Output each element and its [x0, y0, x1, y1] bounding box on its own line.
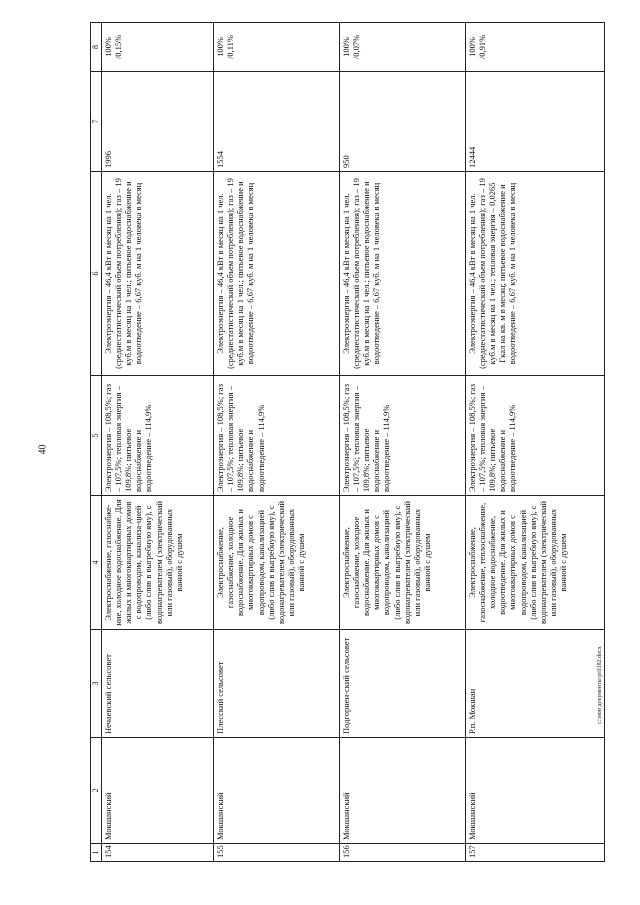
- services-cell: Электроснабжение, газоснабже-ние, холодное водоснабжение. Для жилых и многоквартирных домов с водопроводом, канализа-цией (либо слив в выгребную яму), с водонагревателем (электрический или газовый), оборудованных ванной с душем: [101, 496, 213, 630]
- column-number: 5: [91, 376, 102, 496]
- consumption-cell: Электроэнергия – 46,4 кВт в месяц на 1 чел. (среднестатистический объем потребления); газ – 19 куб.м в месяц на 1 чел.; тепловая энергия – 0,0265 Гкал на кв. м в месяц; питьевое водоснабжение и водоотведение – 6,67 куб. м на 1 человека в месяц: [465, 172, 604, 376]
- column-number: 8: [91, 23, 102, 72]
- district-cell: Мокшанский: [213, 738, 339, 844]
- page-number: 40: [37, 444, 49, 455]
- settlement-cell: Плесский сельсовет: [213, 630, 339, 738]
- indices-cell: Электроэнергия – 108,5%; газ – 107,5%; тепловая энергия – 109,8%; питьевое водоснабжение и водоотведение – 114,9%: [465, 376, 604, 496]
- tariff-table-container: [90, 23, 605, 862]
- services-cell: Электроснабжение, газоснабжение, теплоснабжение, холодное водоснабжение, водоотведение. Для жилых и многоквартирных домов с водопроводом, канализацией (либо слив в выгребную яму), с водонагревателем (электрический или газовый), оборудованных ванной с душем: [465, 496, 604, 630]
- table-row: [213, 23, 339, 862]
- population-cell: 1996: [101, 72, 213, 172]
- table-row: [465, 23, 604, 862]
- consumption-cell: Электроэнергия – 46,4 кВт в месяц на 1 чел. (среднестатистический объем потребления); газ – 19 куб.м в месяц на 1 чел.; питьевое водоснабжение и водоотведение – 6,67 куб. м на 1 человека в месяц: [213, 172, 339, 376]
- column-number: 6: [91, 172, 102, 376]
- row-number: 155: [213, 844, 339, 862]
- table-row: [101, 23, 213, 862]
- column-number: 4: [91, 496, 102, 630]
- row-number: 154: [101, 844, 213, 862]
- indices-cell: Электроэнергия – 108,5%; газ – 107,5%; тепловая энергия – 109,8%; питьевое водоснабжение и водоотведение – 114,9%: [101, 376, 213, 496]
- share-cell: 100% /0,07%: [339, 23, 465, 72]
- district-cell: Мокшанский: [101, 738, 213, 844]
- share-cell: 100% /0,91%: [465, 23, 604, 72]
- column-number: 3: [91, 630, 102, 738]
- settlement-cell: Подгорнен-ский сельсовет: [339, 630, 465, 738]
- file-path-footer: c:\мои документы\pril182.docx: [597, 646, 603, 724]
- settlement-cell: Нечаевский сельсовет: [101, 630, 213, 738]
- services-cell: Электроснабжение, газоснабжение, холодное водоснабжение. Для жилых и многоквартирных домов с водопроводом, канализацией (либо слив в выгребную яму), с водонагревателем (электрический или газовый), оборудованных ванной с душем: [213, 496, 339, 630]
- table-row: [339, 23, 465, 862]
- column-number-row: [91, 23, 102, 862]
- population-cell: 1554: [213, 72, 339, 172]
- district-cell: Мокшанский: [465, 738, 604, 844]
- column-number: 1: [91, 844, 102, 862]
- settlement-cell: Р.п. Мокшан: [465, 630, 604, 738]
- indices-cell: Электроэнергия – 108,5%; газ – 107,5%; тепловая энергия – 109,8%; питьевое водоснабжение и водоотведение – 114,9%: [213, 376, 339, 496]
- district-cell: Мокшанский: [339, 738, 465, 844]
- population-cell: 12444: [465, 72, 604, 172]
- consumption-cell: Электроэнергия – 46,4 кВт в месяц на 1 чел. (среднестатистический объем потребления); газ – 19 куб.м в месяц на 1 чел.; питьевое водоснабжение и водоотведение – 6,67 куб. м на 1 человека в месяц: [101, 172, 213, 376]
- share-cell: 100% /0,11%: [213, 23, 339, 72]
- column-number: 2: [91, 738, 102, 844]
- population-cell: 950: [339, 72, 465, 172]
- indices-cell: Электроэнергия – 108,5%; газ – 107,5%; тепловая энергия – 109,8%; питьевое водоснабжение и водоотведение – 114,9%: [339, 376, 465, 496]
- consumption-cell: Электроэнергия – 46,4 кВт в месяц на 1 чел. (среднестатистический объем потребления); газ – 19 куб.м в месяц на 1 чел.; питьевое водоснабжение и водоотведение – 6,67 куб. м на 1 человека в месяц: [339, 172, 465, 376]
- share-cell: 100% /0,15%: [101, 23, 213, 72]
- row-number: 157: [465, 844, 604, 862]
- services-cell: Электроснабжение, газоснабжение, холодное водоснабжение. Для жилых и многоквартирных домов с водопроводом, канализацией (либо слив в выгребную яму), с водонагревателем (электрический или газовый), оборудованных ванной с душем: [339, 496, 465, 630]
- column-number: 7: [91, 72, 102, 172]
- tariff-table: [90, 22, 605, 862]
- row-number: 156: [339, 844, 465, 862]
